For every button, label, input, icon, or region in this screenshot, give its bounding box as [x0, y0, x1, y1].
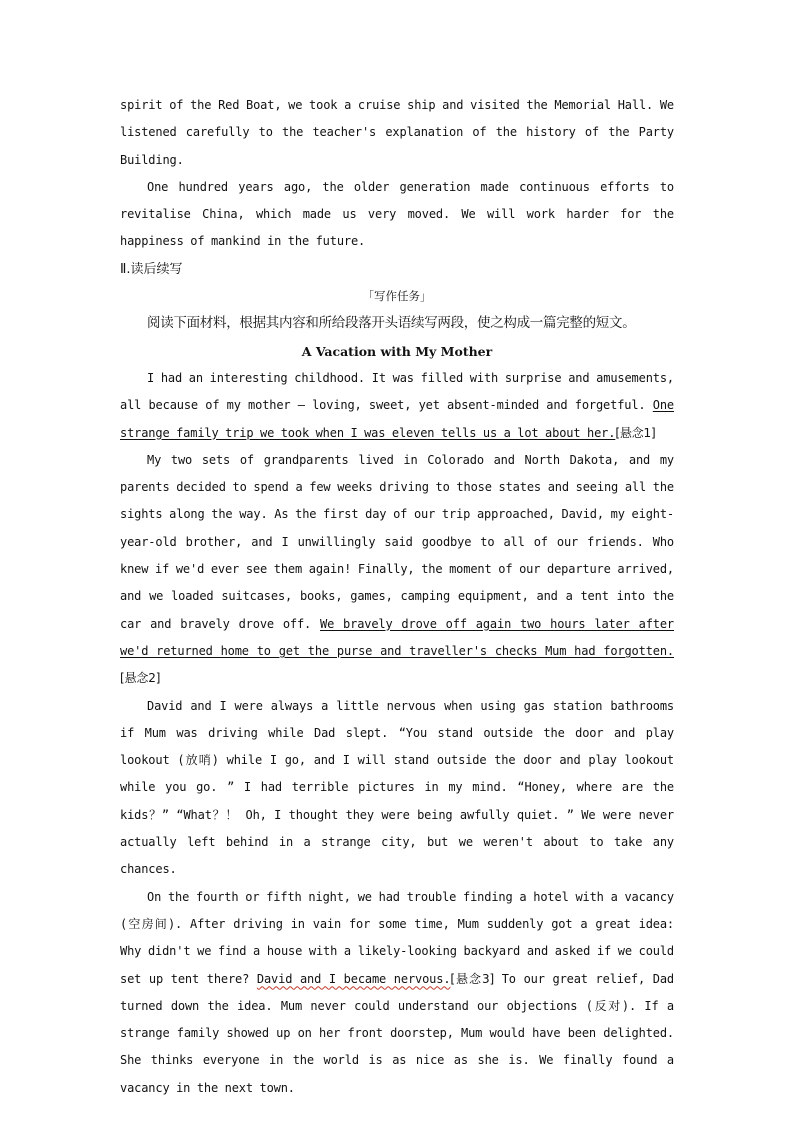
- story-p4-text-end: To our great relief, Dad turned down the idea. Mum never could understand our objections (反对). If a strange family showed up on her front doorstep, Mum would have been delighted. She thinks everyone in the world is as nice as she is. We finally found a vacancy in the next town.: [120, 971, 675, 1095]
- story-paragraph-3: David and I were always a little nervous when using gas station bathrooms if Mum was driving while Dad slept. “You stand outside the door and play lookout (放哨) while I go, and I will stand outside the door and play lookout while you go. ” I had terrible pictures in my mind. “Honey, where are the kids？” “What？！ Oh, I thought they were being awfully quiet. ” We were never actually left behind in a strange city, but we weren't about to take any chances.: [120, 698, 674, 877]
- section-heading: Ⅱ.读后续写: [120, 261, 183, 277]
- story-p2-text: My two sets of grandparents lived in Colorado and North Dakota, and my parents decided to spend a few weeks driving to those states and seeing all the sights along the way. As the first day of our trip approached, David, my eight-year-old brother, and I unwillingly said goodbye to all of our friends. Who knew if we'd ever see them again! Finally, the moment of our departure arrived, and we loaded suitcases, books, games, camping equipment, and a tent into the car and bravely drove off.: [120, 452, 674, 631]
- task-instruction: 阅读下面材料，根据其内容和所给段落开头语续写两段，使之构成一篇完整的短文。: [147, 315, 636, 332]
- story-paragraph-4: [120, 884, 674, 1102]
- story-p4-underlined: David and I became nervous.: [256, 971, 451, 986]
- suspense-tag-2: [悬念2]: [120, 671, 161, 686]
- story-paragraph-1: [120, 365, 674, 447]
- story-p1-underlined: One strange family trip we took when I was eleven tells us a lot about her.: [120, 398, 674, 440]
- text-body: [120, 92, 674, 1102]
- suspense-tag-3: [悬念3]: [450, 971, 495, 986]
- task-label: 「写作任务」: [362, 289, 432, 304]
- story-p1-text: I had an interesting childhood. It was filled with surprise and amusements, all because of my mother — loving, sweet, yet absent-minded and forgetful.: [120, 370, 674, 413]
- story-paragraph-2: [120, 447, 674, 693]
- story-title: A Vacation with My Mother: [301, 343, 493, 359]
- paragraph-prev-1: spirit of the Red Boat, we took a cruise ship and visited the Memorial Hall. We listened carefully to the teacher's explanation of the history of the Party Building.: [120, 98, 674, 167]
- story-p4-text: On the fourth or fifth night, we had trouble finding a hotel with a vacancy (空房间). After driving in vain for some time, Mum suddenly got a great idea: Why didn't we find a house with a likely-looking backyard and asked if we could set up tent there?: [120, 889, 674, 986]
- suspense-tag-1: [悬念1]: [615, 425, 656, 440]
- paragraph-prev-2: One hundred years ago, the older generation made continuous efforts to revitalise China, which made us very moved. We will work harder for the happiness of mankind in the future.: [120, 179, 674, 249]
- story-p2-underlined: We bravely drove off again two hours later after we'd returned home to get the purse and traveller's checks Mum had forgotten.: [120, 616, 674, 658]
